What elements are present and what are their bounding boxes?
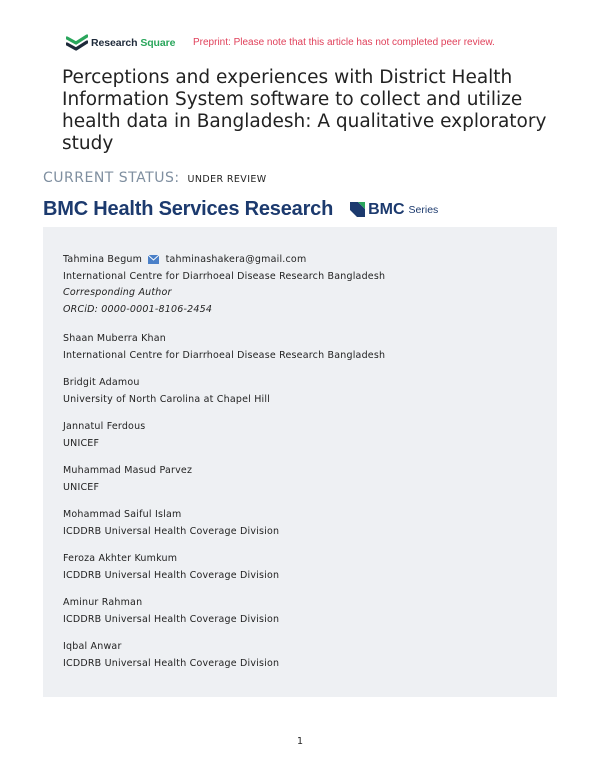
bmc-series-logo <box>350 201 438 219</box>
author-affiliation: ICDDRB Universal Health Coverage Division <box>63 657 280 669</box>
status-label: CURRENT STATUS: <box>43 170 180 186</box>
author-name: Iqbal Anwar <box>63 641 122 652</box>
author-name: Muhammad Masud Parvez <box>63 465 193 476</box>
preprint-notice: Preprint: Please note that this article has not completed peer review. <box>193 37 495 48</box>
author-name: Jannatul Ferdous <box>63 421 146 432</box>
author-block <box>63 419 145 452</box>
journal-banner <box>43 198 438 221</box>
author-name: Feroza Akhter Kumkum <box>63 553 178 564</box>
paper-title: Perceptions and experiences with District Health Information System software to collect and utilize health data in Bangladesh: A qualitative exploratory study <box>62 67 547 154</box>
logo-research-text: Research <box>91 37 138 49</box>
author-affiliation: UNICEF <box>63 481 100 493</box>
author-name: Mohammad Saiful Islam <box>63 509 182 520</box>
author-email-link[interactable]: tahminashakera@gmail.com <box>165 254 307 265</box>
author-affiliation: UNICEF <box>63 437 100 449</box>
author-name: Bridgit Adamou <box>63 377 140 388</box>
author-block <box>63 507 279 540</box>
author-block <box>63 375 270 408</box>
research-square-logo <box>66 34 175 52</box>
research-square-logo-icon <box>66 34 88 52</box>
author-name: Aminur Rahman <box>63 597 143 608</box>
bmc-series-text: Series <box>408 203 439 216</box>
email-icon <box>148 255 159 264</box>
author-block <box>63 252 385 318</box>
page-number: 1 <box>296 736 304 747</box>
author-affiliation: International Centre for Diarrhoeal Disease Research Bangladesh <box>63 349 386 361</box>
author-affiliation: ICDDRB Universal Health Coverage Division <box>63 569 280 581</box>
author-affiliation: ICDDRB Universal Health Coverage Division <box>63 525 280 537</box>
author-orcid: ORCiD: 0000-0001-8106-2454 <box>63 303 213 315</box>
author-affiliation: University of North Carolina at Chapel Hill <box>63 393 271 405</box>
bmc-logo-icon <box>350 202 365 217</box>
logo-square-text: Square <box>140 37 176 49</box>
author-block <box>63 331 385 364</box>
author-name: Shaan Muberra Khan <box>63 333 167 344</box>
author-affiliation: ICDDRB Universal Health Coverage Division <box>63 613 280 625</box>
author-block <box>63 639 279 672</box>
bmc-text: BMC <box>368 200 405 218</box>
current-status <box>43 170 267 186</box>
journal-name: BMC Health Services Research <box>43 198 334 220</box>
status-value: UNDER REVIEW <box>187 174 267 185</box>
corresponding-author-label: Corresponding Author <box>63 287 172 298</box>
authors-panel <box>43 227 557 697</box>
author-block <box>63 463 192 496</box>
author-affiliation: International Centre for Diarrhoeal Disease Research Bangladesh <box>63 270 386 282</box>
author-block <box>63 551 279 584</box>
author-name: Tahmina Begum <box>63 254 143 265</box>
author-block <box>63 595 279 628</box>
